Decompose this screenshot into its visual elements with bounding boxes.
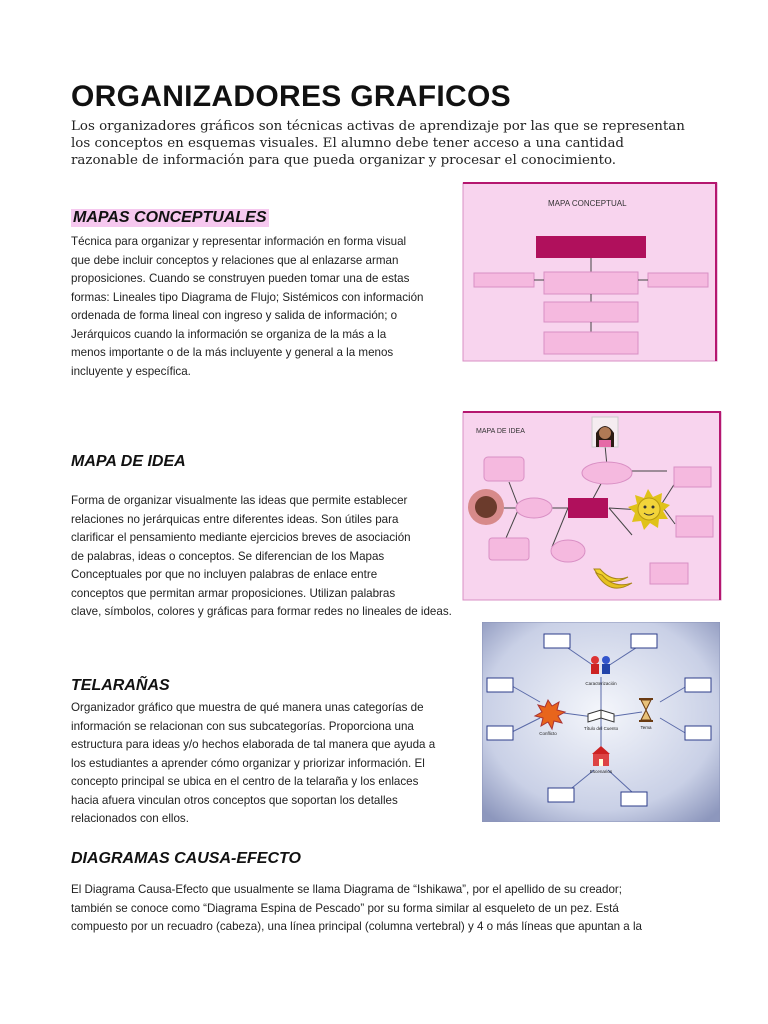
intro-paragraph: Los organizadores gráficos son técnicas activas de aprendizaje por las que se representan los conceptos en esquemas visuales. El alumno debe tener acceso a una cantidad razonable de información para que pueda organizar y procesar el conocimiento.: [71, 119, 685, 168]
text-line: que debe incluir conceptos y relaciones que al enlazarse arman: [71, 253, 399, 267]
node-label-conflicto: Conflicto: [539, 731, 557, 736]
text-line: información se relacionan con sus subcategorías. Proporciona una: [71, 719, 414, 733]
text-line: menos importante o de la más incluyente y general a la menos: [71, 346, 394, 359]
section-text-telaranas: [71, 699, 471, 829]
concept-box: [544, 272, 638, 294]
concept-box: [544, 302, 638, 322]
concept-box-main: [536, 236, 646, 258]
idea-center-box: [568, 498, 608, 518]
text-line: clarificar el pensamiento mediante ejercicios breves de asociación: [71, 531, 411, 544]
text-line: formas: Lineales tipo Diagrama de Flujo; Sistémicos con información: [71, 290, 424, 304]
text-line: proposiciones. Cuando se construyen pueden tomar una de estas: [71, 272, 410, 285]
idea-bubble: [516, 498, 552, 518]
concept-box: [544, 332, 638, 354]
web-box: [685, 678, 711, 692]
idea-box: [676, 516, 713, 537]
text-line: estructura para ideas y/o hechos elaborada de tal manera que ayuda a: [71, 738, 436, 751]
text-line: Forma de organizar visualmente las ideas que permite establecer: [71, 494, 408, 507]
section-heading-diagramas-causa-efecto: DIAGRAMAS CAUSA-EFECTO: [71, 850, 301, 867]
text-line: Técnica para organizar y representar información en forma visual: [71, 235, 407, 248]
idea-bubble: [582, 462, 632, 484]
concept-box: [474, 273, 534, 287]
node-label-escenarios: Escenarios: [589, 769, 613, 774]
idea-box: [674, 467, 711, 487]
web-box: [544, 634, 570, 648]
concept-box: [648, 273, 708, 287]
web-box: [487, 678, 513, 692]
mapa-conceptual-figure: [462, 182, 718, 362]
text-line: ordenada de forma lineal con ingreso y salida de información; o: [71, 309, 398, 322]
idea-box: [650, 563, 688, 584]
text-line: los estudiantes a aprender cómo organizar y priorizar información. El: [71, 756, 425, 770]
text-line: clave, símbolos, colores y gráficas para formar redes no lineales de ideas.: [71, 605, 452, 618]
text-line: hacia afuera vinculan otros conceptos que soportan los detalles: [71, 793, 398, 807]
web-box: [621, 792, 647, 806]
text-line: incluyente y específica.: [71, 364, 191, 378]
person-icon: [592, 417, 618, 447]
node-label-titulo: Título del Cuento: [583, 726, 619, 731]
text-line: Jerárquicos cuando la información se organiza de la más a la: [71, 327, 387, 341]
section-heading-telaranas: TELARAÑAS: [71, 677, 170, 694]
web-box: [487, 726, 513, 740]
section-text-mapas-conceptuales: [71, 233, 456, 381]
text-line: relaciones no jerárquicas entre diferentes ideas. Son útiles para: [71, 512, 399, 526]
idea-box: [489, 538, 529, 560]
sunflower-icon: [468, 489, 504, 525]
text-line: Conceptuales por que no incluyen palabras de enlace entre: [71, 568, 378, 581]
text-line: El Diagrama Causa-Efecto que usualmente se llama Diagrama de “Ishikawa”, por el apellido de su creador;: [71, 883, 622, 896]
section-heading-mapas-conceptuales: MAPAS CONCEPTUALES: [73, 209, 267, 226]
section-text-mapa-de-idea: [71, 492, 491, 622]
web-box: [685, 726, 711, 740]
page-title: ORGANIZADORES GRAFICOS: [71, 80, 511, 113]
text-line: conceptos que permitan armar proposiciones. Utilizan palabras: [71, 586, 396, 600]
text-line: de palabras, ideas o conceptos. Se diferencian de los Mapas: [71, 549, 385, 563]
node-label-tema: Tema: [640, 725, 652, 730]
mapa-de-idea-figure: [462, 411, 722, 601]
web-box: [631, 634, 657, 648]
section-text-diagramas-causa-efecto: [71, 881, 701, 937]
mapa-de-idea-label: MAPA DE IDEA: [476, 428, 525, 435]
section-heading-mapa-de-idea: MAPA DE IDEA: [71, 453, 186, 470]
mapa-conceptual-label: MAPA CONCEPTUAL: [548, 199, 627, 208]
node-label-caracterizacion: Caracterización: [585, 681, 617, 686]
telarana-figure: [482, 622, 720, 822]
idea-box: [484, 457, 524, 481]
text-line: Organizador gráfico que muestra de qué manera unas categorías de: [71, 701, 424, 714]
idea-bubble: [551, 540, 585, 562]
text-line: relacionados con ellos.: [71, 812, 189, 825]
text-line: compuesto por un recuadro (cabeza), una línea principal (columna vertebral) y 4 o más líneas que apuntan a la: [71, 920, 642, 933]
web-box: [548, 788, 574, 802]
text-line: también se conoce como “Diagrama Espina de Pescado” por su forma similar al esqueleto de un pez. Está: [71, 901, 619, 915]
text-line: concepto principal se ubica en el centro de la telaraña y los enlaces: [71, 775, 419, 788]
